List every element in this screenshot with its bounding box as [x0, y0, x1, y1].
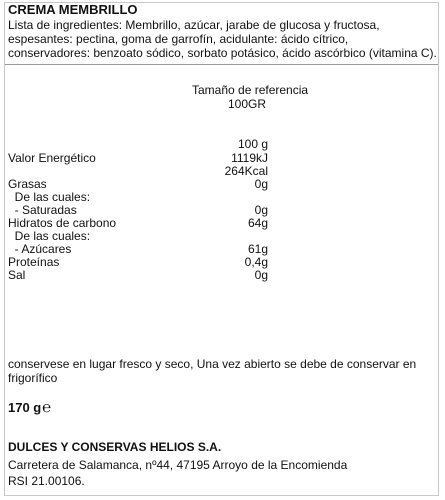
nutrition-value: 64g — [247, 216, 268, 230]
nutrition-value: 1119kJ — [231, 151, 268, 165]
nutrition-label: Hidratos de carbono — [8, 216, 117, 230]
nutrition-label: De las cuales: — [8, 229, 91, 243]
storage-line: conservese en lugar fresco y seco, Una vez abierto se debe de conservar en — [8, 357, 417, 371]
nutrition-label: - Azúcares — [8, 242, 72, 256]
nutrition-value: 0g — [254, 177, 268, 191]
net-weight — [8, 400, 51, 416]
product-title: CREMA MEMBRILLO — [8, 2, 138, 17]
nutrition-label: Grasas — [8, 177, 47, 191]
divider — [5, 64, 438, 65]
nutrition-per-header: 100 g — [237, 137, 268, 151]
estimated-sign-icon: ℮ — [42, 399, 52, 416]
nutrition-value: 0g — [254, 268, 268, 282]
nutrition-value: 0g — [254, 203, 268, 217]
nutrition-label: - Saturadas — [8, 203, 77, 217]
reference-size-value: 100GR — [228, 97, 267, 111]
nutrition-value: 264Kcal — [224, 164, 268, 178]
storage-line: frigorífico — [8, 371, 58, 385]
nutrition-label: Sal — [8, 268, 26, 282]
ingredients-line: Lista de ingredientes: Membrillo, azúcar, jarabe de glucosa y fructosa, — [8, 18, 380, 32]
producer-address: Carretera de Salamanca, nº44, 47195 Arroyo de la Encomienda — [8, 458, 348, 472]
ingredients-line: espesantes: pectina, goma de garrofín, acidulante: ácido cítrico, — [8, 32, 349, 46]
nutrition-value: 0,4g — [244, 255, 268, 269]
nutrition-label: Proteínas — [8, 255, 60, 269]
nutrition-label: De las cuales: — [8, 190, 91, 204]
ingredients-line: conservadores: benzoato sódico, sorbato potásico, ácido ascórbico (vitamina C). — [8, 46, 437, 60]
nutrition-value: 61g — [247, 242, 268, 256]
net-weight-value: 170 g — [8, 400, 42, 415]
nutrition-label: Valor Energético — [8, 151, 96, 165]
reference-size-label: Tamaño de referencia — [192, 83, 309, 97]
producer-rsi: RSI 21.00106. — [8, 474, 85, 488]
producer-name: DULCES Y CONSERVAS HELIOS S.A. — [8, 440, 222, 454]
